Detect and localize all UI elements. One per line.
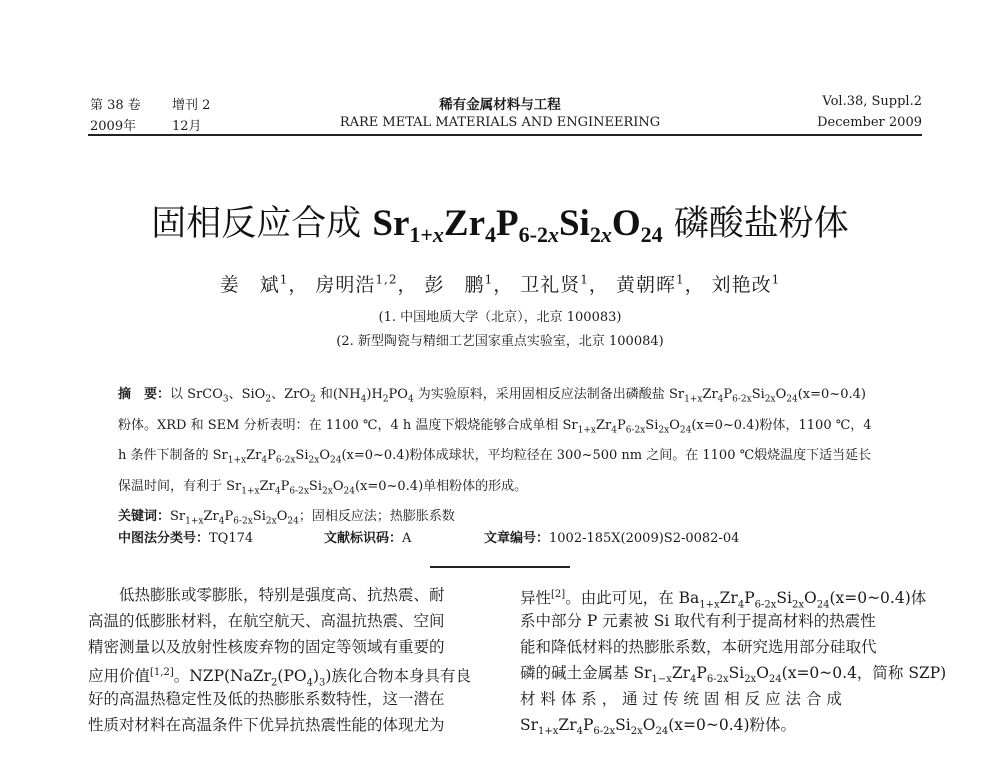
- body-line: 好的高温热稳定性及低的热膨胀系数特性，这一潜在: [88, 690, 445, 708]
- body-line: 磷的碱土金属基 $Sr_{1-x}Zr_4P_{6-2x}Si_{2x}O_{24}(x=0\sim 0.4$，简称 SZP): [520, 664, 947, 686]
- body-line: $Sr_{1+x}Zr_4P_{6-2x}Si_{2x}O_{24}(x=0\sim 0.4)$粉体。: [520, 716, 797, 738]
- abstract-line: 摘 要：以 SrCO$_3$、SiO$_2$、ZrO$_2$ 和$(NH_4)H_2PO_4$ 为实验原料，采用固相反应法制备出磷酸盐 $Sr_{1+x}Zr_4P_{6-2x}Si_{2x}O_{24}(x=0\sim 0.4)$: [118, 387, 866, 405]
- header-vol-en: Vol.38, Suppl.2: [822, 94, 922, 109]
- abstract-line: h 条件下制备的 $Sr_{1+x}Zr_4P_{6-2x}Si_{2x}O_{24}(x=0\sim 0.4)$粉体成球状，平均粒径在 300~500 nm 之间。在 1100 ℃煅烧温度下适当延长: [118, 448, 872, 466]
- header-year: 2009年: [90, 119, 137, 134]
- author-list: 姜 斌$^1$， 房明浩$^{1,2}$， 彭 鹏$^1$， 卫礼贤$^1$， 黄朝晖$^1$， 刘艳改$^1$: [219, 272, 781, 296]
- body-left-column: [88, 582, 488, 738]
- body-line: 精密测量以及放射性核废弃物的固定等领域有重要的: [88, 638, 445, 656]
- body-line: 材 料 体 系 ， 通 过 传 统 固 相 反 应 法 合 成: [520, 690, 842, 708]
- header-date-en: December 2009: [817, 115, 922, 130]
- article-number: 文章编号：1002-185X(2009)S2-0082-04: [484, 531, 740, 546]
- author: 卫礼贤: [520, 274, 581, 296]
- abstract-label: 摘 要：: [118, 387, 171, 402]
- header-volume: 第 38 卷: [90, 98, 141, 113]
- keywords: 关键词：$Sr_{1+x}Zr_4P_{6-2x}Si_{2x}O_{24}$；固相反应法；热膨胀系数: [118, 509, 455, 527]
- body-line: 高温的低膨胀材料，在航空航天、高温抗热震、空间: [88, 612, 445, 630]
- keywords-label: 关键词：: [118, 509, 171, 525]
- abstract-line: 保温时间，有利于 $Sr_{1+x}Zr_4P_{6-2x}Si_{2x}O_{24}(x=0\sim 0.4)$单相粉体的形成。: [118, 478, 528, 497]
- body-line: 异性[2]。由此可见，在 $Ba_{1+x}Zr_4P_{6-2x}Si_{2x}O_{24}(x=0\sim 0.4)$体: [520, 589, 927, 611]
- header-issue: 增刊 2: [172, 98, 211, 113]
- body-line: 能和降低材料的热膨胀系数，本研究选用部分硅取代: [520, 638, 877, 656]
- author: 房明浩: [315, 274, 376, 296]
- affiliation-2: (2. 新型陶瓷与精细工艺国家重点实验室，北京 100084): [336, 334, 664, 349]
- doc-code: 文献标识码：A: [324, 531, 412, 546]
- title-prefix: 固相反应合成: [151, 204, 373, 244]
- body-line: 系中部分 P 元素被 Si 取代有利于提高材料的热震性: [520, 612, 876, 630]
- body-line: 应用价值[1,2]。$NZP(NaZr_2(PO_4)_3)$族化合物本身具有良: [88, 667, 471, 689]
- body-line: 低热膨胀或零膨胀，特别是强度高、抗热震、耐: [88, 586, 445, 604]
- abstract-line: 粉体。XRD 和 SEM 分析表明：在 1100 ℃，4 h 温度下煅烧能够合成单相 $Sr_{1+x}Zr_4P_{6-2x}Si_{2x}O_{24}(x=0\sim 0.4)$粉体，1100 ℃，4: [118, 417, 872, 436]
- paper-title: [0, 196, 1000, 248]
- section-divider: [430, 566, 570, 568]
- title-suffix: 磷酸盐粉体: [673, 204, 849, 244]
- affiliation-1: (1. 中国地质大学（北京），北京 100083): [378, 310, 622, 325]
- title-formula: $Sr_{1+x}Zr_4P_{6-2x}Si_{2x}O_{24}$: [372, 203, 663, 247]
- author: 刘艳改: [711, 274, 772, 296]
- author: 黄朝晖: [615, 274, 676, 296]
- clc-number: 中图法分类号：TQ174: [118, 531, 254, 546]
- author: 姜 斌: [219, 274, 280, 296]
- header-rule: [88, 134, 922, 136]
- header-month: 12月: [172, 119, 202, 134]
- body-line: 性质对材料在高温条件下优异抗热震性能的体现尤为: [88, 716, 445, 734]
- author: 彭 鹏: [424, 274, 485, 296]
- journal-title-en: RARE METAL MATERIALS AND ENGINEERING: [339, 115, 661, 130]
- journal-title-cn: 稀有金属材料与工程: [439, 97, 561, 113]
- body-right-column: [520, 582, 947, 738]
- abstract: [118, 382, 918, 535]
